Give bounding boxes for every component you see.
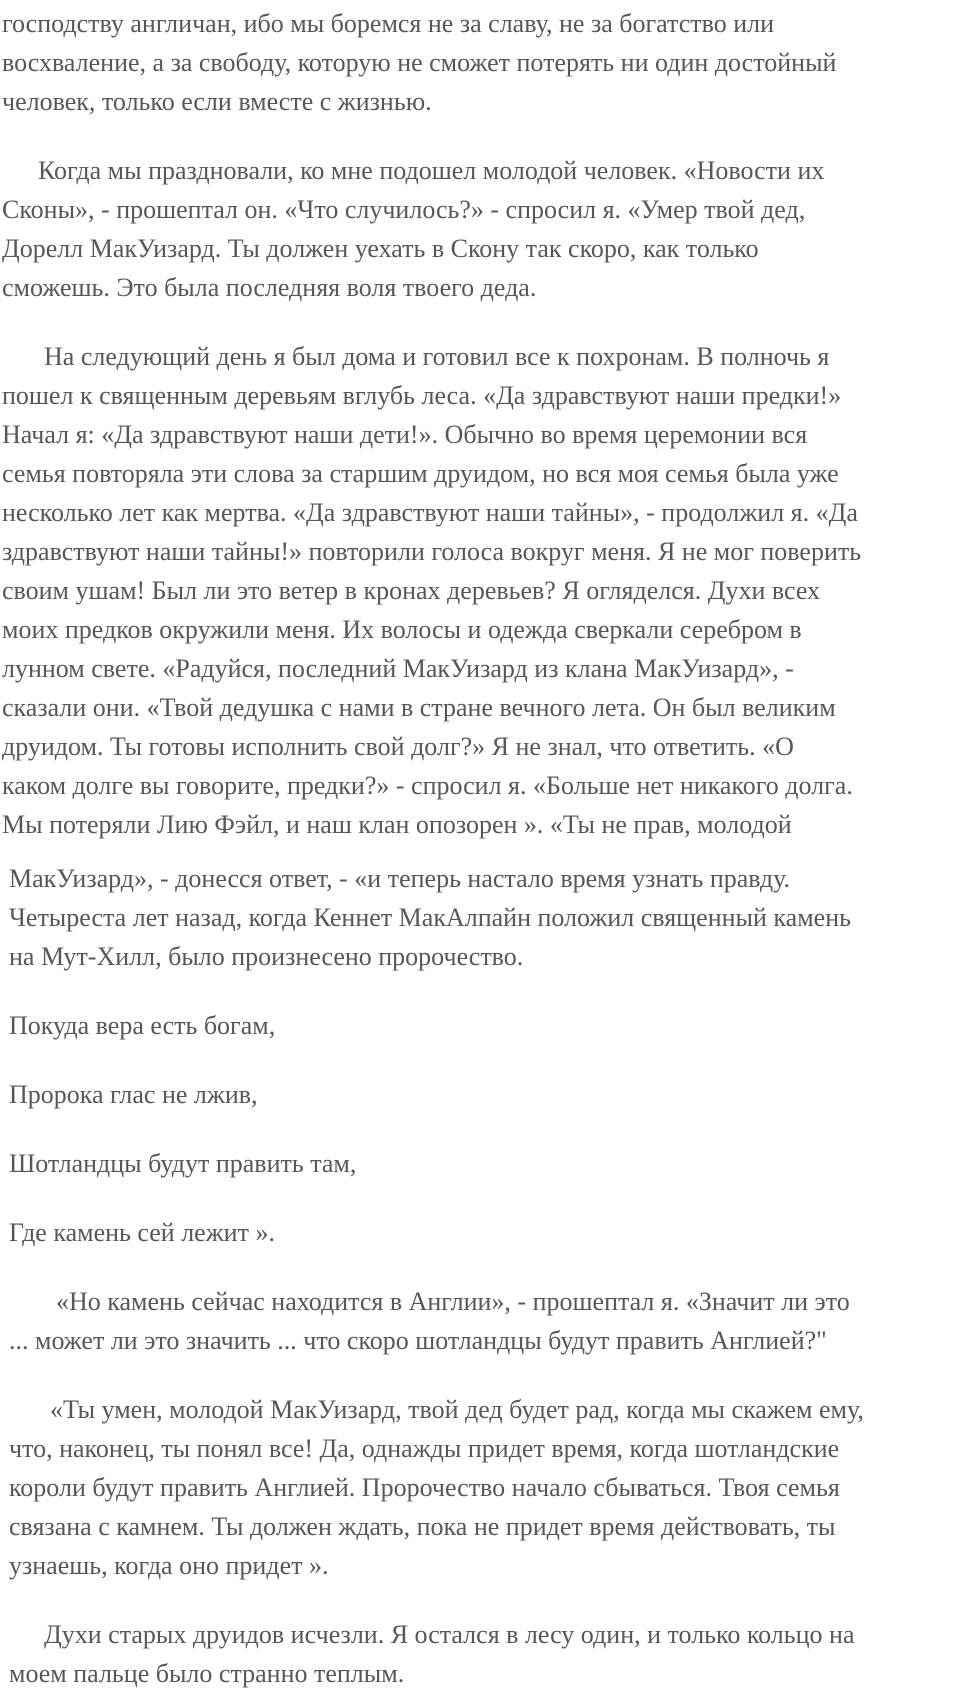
text-line: что, наконец, ты понял все! Да, однажды придет время, когда шотландские [9,1434,840,1463]
text-line: пошел к священным деревьям вглубь леса. «Да здравствуют наши предки!» [2,381,842,410]
text-line: лунном свете. «Радуйся, последний МакУизард из клана МакУизард», - [2,654,794,683]
text-line: каком долге вы говорите, предки?» - спросил я. «Больше нет никакого долга. [2,771,853,800]
text-line: Начал я: «Да здравствуют наши дети!». Обычно во время церемонии вся [2,420,808,449]
text-line: сказали они. «Твой дедушка с нами в стране вечного лета. Он был великим [2,693,836,722]
text-line: Сконы», - прошептал он. «Что случилось?» - спросил я. «Умер твой дед, [2,195,806,224]
text-line: своим ушам! Был ли это ветер в кронах деревьев? Я огляделся. Духи всех [2,576,821,605]
verse-line: Шотландцы будут править там, [9,1149,357,1178]
text-line: Четыреста лет назад, когда Кеннет МакАлпайн положил священный камень [9,903,851,932]
verse-line: Покуда вера есть богам, [9,1011,276,1040]
text-line: связана с камнем. Ты должен ждать, пока не придет время действовать, ты [9,1512,836,1541]
text-line: «Но камень сейчас находится в Англии», - прошептал я. «Значит ли это [56,1287,850,1316]
text-line: сможешь. Это была последняя воля твоего деда. [2,273,537,302]
text-line: МакУизард», - донесся ответ, - «и теперь настало время узнать правду. [9,864,791,893]
text-line: «Ты умен, молодой МакУизард, твой дед будет рад, когда мы скажем ему, [50,1395,864,1424]
text-line: здравствуют наши тайны!» повторили голоса вокруг меня. Я не мог поверить [2,537,862,566]
text-line: Дорелл МакУизард. Ты должен уехать в Скону так скоро, как только [2,234,759,263]
text-line: На следующий день я был дома и готовил все к похронам. В полночь я [44,342,830,371]
text-line: на Мут-Хилл, было произнесено пророчество. [9,942,524,971]
text-line: моем пальце было странно теплым. [9,1659,405,1688]
text-line: моих предков окружили меня. Их волосы и одежда сверкали серебром в [2,615,802,644]
text-line: Когда мы праздновали, ко мне подошел молодой человек. «Новости их [38,156,825,185]
text-line: друидом. Ты готовы исполнить свой долг?» Я не знал, что ответить. «О [2,732,794,761]
text-line: восхваление, а за свободу, которую не сможет потерять ни один достойный [2,48,837,77]
verse-line: Где камень сей лежит ». [9,1218,275,1247]
text-line: господству англичан, ибо мы боремся не за славу, не за богатство или [2,9,775,38]
text-line: семья повторяла эти слова за старшим друидом, но вся моя семья была уже [2,459,839,488]
text-line: Духи старых друидов исчезли. Я остался в лесу один, и только кольцо на [44,1620,855,1649]
text-line: короли будут править Англией. Пророчество начало сбываться. Твоя семья [9,1473,840,1502]
text-line: узнаешь, когда оно придет ». [9,1551,329,1580]
text-line: несколько лет как мертва. «Да здравствуют наши тайны», - продолжил я. «Да [2,498,858,527]
text-line: Мы потеряли Лию Фэйл, и наш клан опозорен ». «Ты не прав, молодой [2,810,792,839]
text-line: ... может ли это значить ... что скоро шотландцы будут править Англией?" [9,1326,827,1355]
text-line: человек, только если вместе с жизнью. [2,87,432,116]
verse-line: Пророка глас не лжив, [9,1080,258,1109]
